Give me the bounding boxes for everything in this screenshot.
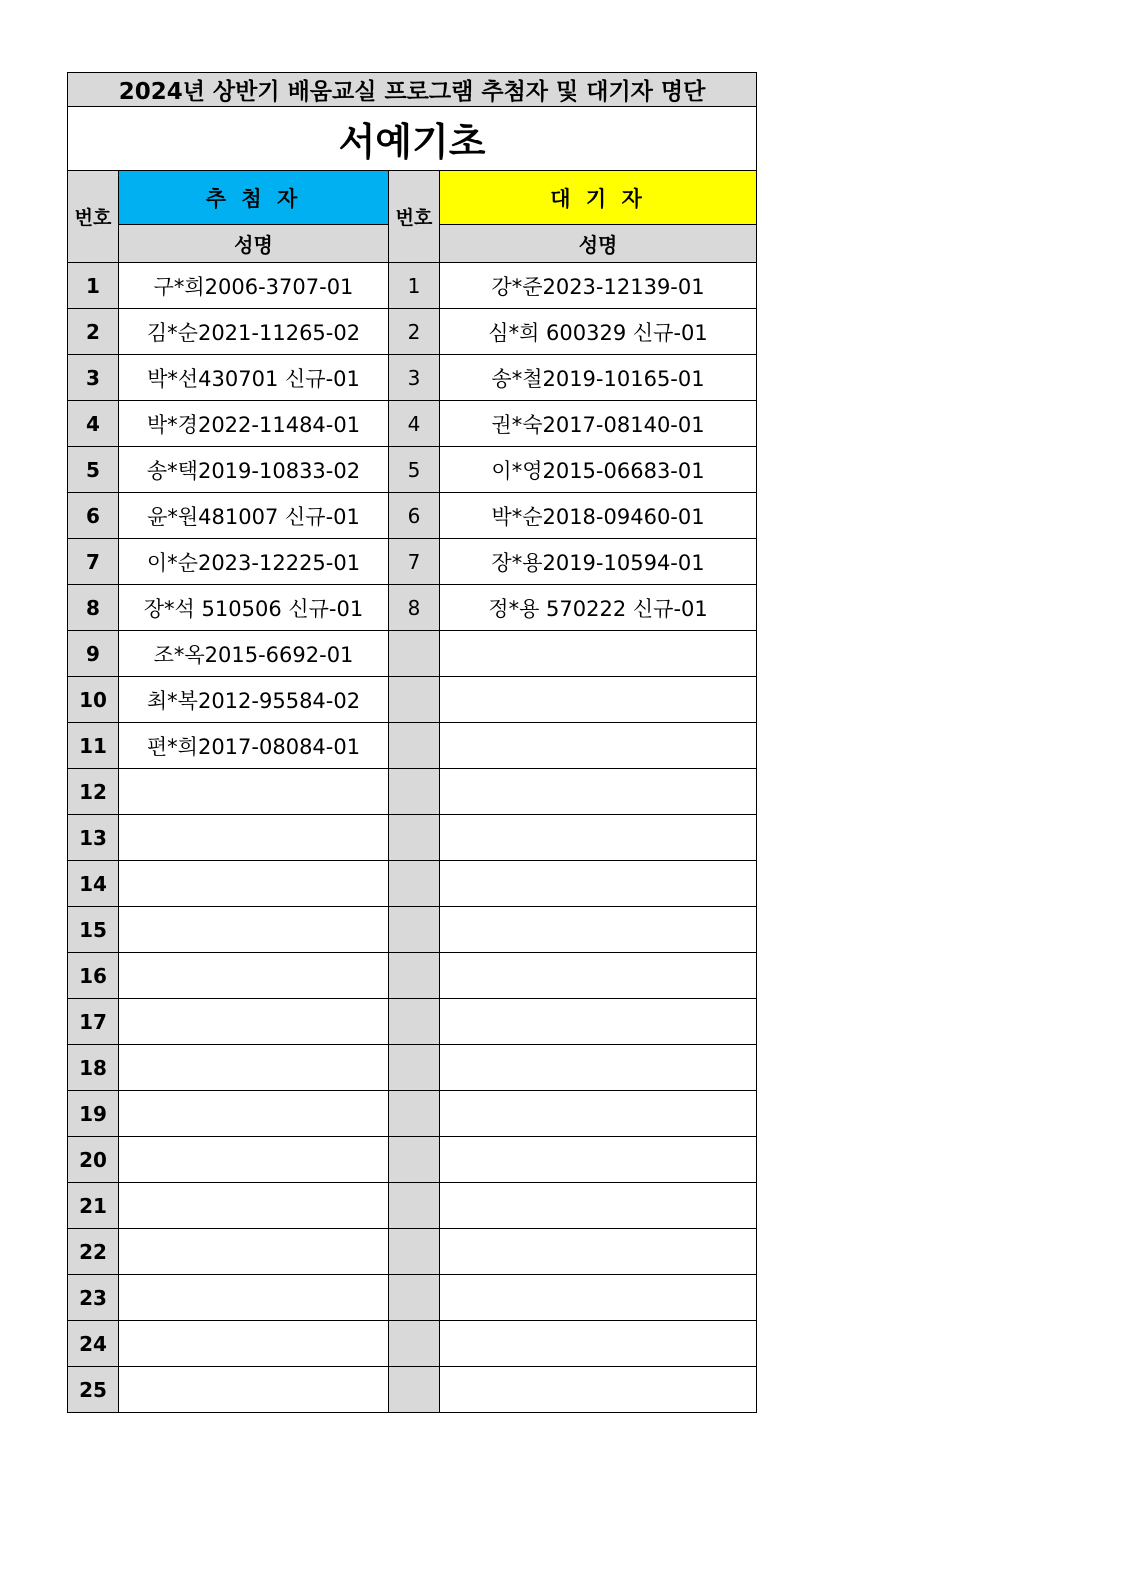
waitlist-name [440, 769, 757, 815]
waitlist-name: 강*준2023-12139-01 [440, 263, 757, 309]
waitlist-name [440, 1091, 757, 1137]
table-row [68, 1321, 757, 1367]
winner-name: 편*희2017-08084-01 [119, 723, 389, 769]
waitlist-name [440, 1229, 757, 1275]
table-row [68, 631, 757, 677]
winner-number: 25 [68, 1367, 119, 1413]
winner-number: 11 [68, 723, 119, 769]
winner-name [119, 1367, 389, 1413]
winner-name: 이*순2023-12225-01 [119, 539, 389, 585]
table-row [68, 1275, 757, 1321]
waitlist-number: 2 [389, 309, 440, 355]
waitlist-name: 이*영2015-06683-01 [440, 447, 757, 493]
table-row [68, 1367, 757, 1413]
winner-number: 6 [68, 493, 119, 539]
waitlist-number [389, 1091, 440, 1137]
winner-number: 15 [68, 907, 119, 953]
waitlist-number [389, 631, 440, 677]
winner-number: 1 [68, 263, 119, 309]
winner-number: 7 [68, 539, 119, 585]
winner-name [119, 907, 389, 953]
waitlist-name: 권*숙2017-08140-01 [440, 401, 757, 447]
waitlist-name [440, 861, 757, 907]
waitlist-number: 1 [389, 263, 440, 309]
table-row [68, 953, 757, 999]
waitlist-number [389, 1321, 440, 1367]
winners-number-header: 번호 [68, 171, 119, 263]
winner-name: 김*순2021-11265-02 [119, 309, 389, 355]
table-row [68, 677, 757, 723]
winners-name-header: 성명 [119, 225, 389, 263]
waitlist-number [389, 677, 440, 723]
winner-number: 13 [68, 815, 119, 861]
section-header-row [68, 171, 757, 225]
winner-name: 최*복2012-95584-02 [119, 677, 389, 723]
table-row [68, 723, 757, 769]
table-row [68, 1137, 757, 1183]
winner-name [119, 815, 389, 861]
table-row [68, 309, 757, 355]
winner-number: 21 [68, 1183, 119, 1229]
waitlist-name [440, 631, 757, 677]
winner-name [119, 1229, 389, 1275]
waitlist-name: 송*철2019-10165-01 [440, 355, 757, 401]
waitlist-name: 심*희 600329 신규-01 [440, 309, 757, 355]
winner-name: 박*선430701 신규-01 [119, 355, 389, 401]
table-row [68, 585, 757, 631]
waitlist-number: 5 [389, 447, 440, 493]
waitlist-number [389, 1137, 440, 1183]
winner-name: 윤*원481007 신규-01 [119, 493, 389, 539]
table-row [68, 1183, 757, 1229]
table-row [68, 493, 757, 539]
winner-number: 16 [68, 953, 119, 999]
waitlist-name [440, 907, 757, 953]
title-row [68, 73, 757, 107]
winner-number: 23 [68, 1275, 119, 1321]
waitlist-number-header: 번호 [389, 171, 440, 263]
table-row [68, 447, 757, 493]
winner-number: 4 [68, 401, 119, 447]
waitlist-name [440, 677, 757, 723]
winner-number: 5 [68, 447, 119, 493]
waitlist-header: 대 기 자 [440, 171, 757, 225]
table-row [68, 1091, 757, 1137]
winner-name [119, 1091, 389, 1137]
waitlist-number [389, 1229, 440, 1275]
table-row [68, 815, 757, 861]
table-row [68, 263, 757, 309]
winner-number: 17 [68, 999, 119, 1045]
table-row [68, 401, 757, 447]
winner-name: 조*옥2015-6692-01 [119, 631, 389, 677]
winner-number: 19 [68, 1091, 119, 1137]
table-row [68, 1045, 757, 1091]
winner-name [119, 999, 389, 1045]
waitlist-number [389, 1045, 440, 1091]
waitlist-number: 8 [389, 585, 440, 631]
winner-number: 20 [68, 1137, 119, 1183]
winner-name [119, 1275, 389, 1321]
waitlist-name [440, 1321, 757, 1367]
waitlist-number [389, 723, 440, 769]
winner-name [119, 1321, 389, 1367]
table-row [68, 999, 757, 1045]
waitlist-number [389, 999, 440, 1045]
waitlist-number [389, 769, 440, 815]
winner-number: 12 [68, 769, 119, 815]
waitlist-number [389, 953, 440, 999]
waitlist-number: 3 [389, 355, 440, 401]
waitlist-name [440, 1367, 757, 1413]
winner-name [119, 953, 389, 999]
winner-name [119, 861, 389, 907]
waitlist-name [440, 1045, 757, 1091]
winner-number: 2 [68, 309, 119, 355]
winner-number: 8 [68, 585, 119, 631]
winner-number: 22 [68, 1229, 119, 1275]
table-row [68, 355, 757, 401]
waitlist-number [389, 815, 440, 861]
waitlist-number: 7 [389, 539, 440, 585]
winner-name [119, 769, 389, 815]
winner-number: 9 [68, 631, 119, 677]
waitlist-name [440, 953, 757, 999]
waitlist-number [389, 861, 440, 907]
table-row [68, 907, 757, 953]
waitlist-name: 박*순2018-09460-01 [440, 493, 757, 539]
winner-number: 18 [68, 1045, 119, 1091]
winner-name [119, 1137, 389, 1183]
winner-name [119, 1045, 389, 1091]
waitlist-number: 6 [389, 493, 440, 539]
waitlist-name [440, 723, 757, 769]
winner-number: 10 [68, 677, 119, 723]
waitlist-number: 4 [389, 401, 440, 447]
waitlist-name [440, 999, 757, 1045]
winner-name: 박*경2022-11484-01 [119, 401, 389, 447]
table-row [68, 769, 757, 815]
subtitle-row [68, 107, 757, 171]
waitlist-name: 정*용 570222 신규-01 [440, 585, 757, 631]
winners-header: 추 첨 자 [119, 171, 389, 225]
document-title: 2024년 상반기 배움교실 프로그램 추첨자 및 대기자 명단 [68, 73, 757, 107]
winner-name: 장*석 510506 신규-01 [119, 585, 389, 631]
waitlist-name [440, 1137, 757, 1183]
waitlist-number [389, 1183, 440, 1229]
waitlist-number [389, 1275, 440, 1321]
program-name: 서예기초 [68, 107, 757, 171]
winner-name: 구*희2006-3707-01 [119, 263, 389, 309]
waitlist-name [440, 1275, 757, 1321]
table-row [68, 1229, 757, 1275]
roster-table [67, 72, 757, 1413]
winner-name [119, 1183, 389, 1229]
winner-number: 14 [68, 861, 119, 907]
table-row [68, 539, 757, 585]
waitlist-name: 장*용2019-10594-01 [440, 539, 757, 585]
waitlist-number [389, 907, 440, 953]
waitlist-name [440, 1183, 757, 1229]
winner-number: 3 [68, 355, 119, 401]
waitlist-name-header: 성명 [440, 225, 757, 263]
winner-name: 송*택2019-10833-02 [119, 447, 389, 493]
table-row [68, 861, 757, 907]
waitlist-number [389, 1367, 440, 1413]
waitlist-name [440, 815, 757, 861]
winner-number: 24 [68, 1321, 119, 1367]
